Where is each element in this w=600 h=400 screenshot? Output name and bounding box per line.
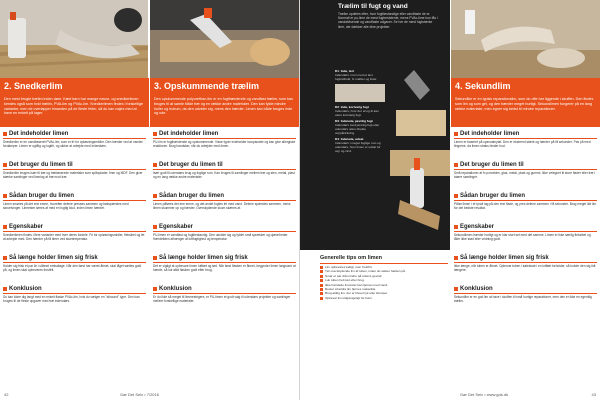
bullet-square-icon (3, 225, 7, 229)
divider (454, 200, 597, 201)
divider (153, 293, 296, 294)
section-title (3, 131, 146, 137)
tip-text: Smør et par drå mindre på tubens gevind. (325, 273, 383, 278)
divider (153, 200, 296, 201)
divider (3, 169, 146, 170)
divider (3, 200, 146, 201)
heading-sekundlim: 4. Sekundlim (451, 78, 600, 95)
moisture-text: Indendørs med jævnlig fugt eller udendørs uden direkte vejrpåvirkning. (335, 123, 380, 135)
sections-opskummende-traelim (150, 127, 299, 314)
moisture-class-item: D4: Inde/ude, udsat Indendørs i meget fugtige rum og udendørs, hvor limen er udsat for vejr og vind. (335, 137, 381, 153)
bullet-square-icon (454, 194, 458, 198)
divider (454, 262, 597, 263)
tip-text: Rester af ældre lim fjernes mekanisk. (325, 287, 377, 292)
section-title (153, 286, 296, 292)
bullet-square-icon (3, 287, 7, 291)
bullet-square-icon (454, 225, 458, 229)
dark-box-items (332, 68, 388, 154)
section-body: Snedkerlimen findes i flere varianter med hver deres fordele. Fri for opløsningsmidler, fleksibel og let at arbejde med. Den hærder på få timer ved stuetemperatur. (3, 233, 145, 242)
divider (454, 293, 597, 294)
heading-opskummende-traelim: 3. Opskummende trælim (150, 78, 299, 95)
bullet-icon (320, 288, 323, 291)
column-sekundlim (451, 78, 600, 388)
glue-bottle-photo (390, 40, 450, 250)
tip-text: Tør overskydende lim af tuben, inden du sætter hætten på. (325, 269, 406, 274)
bullet-square-icon (153, 163, 157, 167)
section-body: Påfør limen i et tyndt lag på den ene flade, og pres delene sammen i få sekunder. Brug meget lidt lim for det bedste resultat. (454, 202, 597, 211)
section-title (454, 224, 597, 230)
footer-right: Gør Det Selv • www.gds.dk (460, 392, 509, 397)
wood-sample-image (335, 84, 385, 102)
photo-foam-glue (150, 0, 299, 78)
dark-box-title: Trælim til fugt og vand (338, 3, 408, 10)
section-body: Sekundlimen hærder hurtigt og er klar stort set med det samme. Limen er ikke særlig fleksibel og tåler ikke stød eller vridning godt. (454, 233, 591, 242)
section-title-text: Det indeholder limen (159, 131, 219, 137)
photo-foam-glue-image (150, 0, 299, 78)
section-body: Limen smøres på det ene emne, hvorefter delene presses sammen og fastspændes med skruetvinger. Limrester tørres af med en fugtig klud, inden limen hærder. (3, 202, 129, 211)
moisture-code: D2 (335, 105, 339, 109)
photo-superglue (451, 0, 600, 78)
footer-left: Gør Det Selv • 7/2016 (120, 392, 159, 397)
intro-opskummende-traelim: Den opskummende polyurethan-lim er en fugthærdende og vandfast trælim, som kan bruges til at samle både træ og en række andre materialer. Den kan fylde mindre huller og hulrum, da den udvider sig, mens den hærder. Limen kan både bruges inde og ude. (150, 95, 299, 127)
section-body: Holder sig frisk et par år i uåbnet emballage. Når den først har været åbnet, skal låget sættes godt på, og limen skal opbevares frostfrit. (3, 264, 142, 273)
section-title (153, 224, 296, 230)
section-body: Det er vigtigt at opbevare limen lufttæt og tørt. Når først flasken er åbnet, begynder limen langsomt at hærde, så luk altid flasken godt efter brug. (153, 264, 296, 273)
divider (153, 262, 296, 263)
tip-item (320, 296, 448, 300)
bullet-square-icon (454, 256, 458, 260)
heading-snedkerlim: 2. Snedkerlim (0, 78, 149, 95)
section-title-text: Det bruger du limen til (159, 162, 223, 168)
section-title (153, 193, 296, 199)
bullet-icon (320, 284, 323, 287)
divider (153, 169, 296, 170)
section-body: PU-limen er vandfast og fugtbestandig. Den udvider sig og fylder små sprækker og ujævnheder. Hærdetiden afhænger af luftfugtighed og temperatur. (153, 233, 289, 242)
moisture-class-item: D2: Inde, kortvarig fugt Indendørs, hvor der af og til kan være kortvarig fugt. (335, 105, 379, 117)
section-title-text: Det indeholder limen (9, 131, 69, 137)
section-title-text: Konklusion (159, 286, 192, 292)
photo-glue-floor-image (0, 0, 148, 78)
moisture-label: Inde, kortvarig fugt (340, 105, 369, 109)
page-number-left: 42 (4, 392, 9, 397)
section-title-text: Egenskaber (159, 224, 194, 230)
section-body: Limen er baseret på cyanoakrylat. Den er ekstremt stærk og hærder på få sekunder. Pas på med fingrene, da limen straks binder hud. (454, 140, 591, 149)
bullet-square-icon (454, 287, 458, 291)
moisture-class-item: D3: Inde/ude, jævnlig fugt Indendørs med jævnlig fugt eller udendørs uden direkte vejrpåvirkning. (335, 119, 380, 135)
bullet-icon (320, 266, 323, 269)
divider (153, 138, 296, 139)
tip-text: Opbevar lim utilgængeligt for børn. (325, 295, 373, 300)
photo-glue-floor (0, 0, 148, 78)
moisture-text: Indendørs i meget fugtige rum og udendørs, hvor limen er udsat for vejr og vind. (335, 141, 381, 153)
divider (454, 169, 597, 170)
dark-box (300, 0, 450, 250)
general-tips-title: Generelle tips om limen (320, 255, 383, 261)
bullet-square-icon (153, 256, 157, 260)
moisture-label: Inde/ude, udsat (340, 137, 364, 141)
section-body: Du kan klare dig langt med en enkelt flaske PVAc-lim, hvis du vælger en "allround" type. Den kan bruges til de fleste opgaver med træ indendørs. (3, 295, 140, 304)
section-title-text: Sådan bruger du limen (460, 193, 526, 199)
bullet-icon (320, 292, 323, 295)
bullet-square-icon (454, 163, 458, 167)
bullet-square-icon (153, 225, 157, 229)
tip-text: Brug aldrig lim, der er blevet tyk eller klumpet. (325, 291, 388, 296)
column-opskummende-traelim (150, 78, 299, 388)
section-title (454, 162, 597, 168)
divider (3, 293, 146, 294)
section-title (153, 162, 296, 168)
section-title-text: Det indeholder limen (460, 131, 520, 137)
section-title-text: Det bruger du limen til (460, 162, 524, 168)
section-title-text: Sådan bruger du limen (9, 193, 75, 199)
bullet-icon (320, 297, 323, 300)
section-body: Især godt til udendørs brug og fugtige rum. Kan bruges til samlinger mellem træ og sten, metal, plast og en lang række andre materialer. (153, 171, 295, 180)
section-body: Snedkerlim er en vandbaseret PVAc-lim, som er fri for opløsningsmidler. Den hærder ved at vandet fordamper. Limen er ugiftig og lugtfri, og sikker at arbejde med indendørs. (3, 140, 143, 149)
section-title (153, 255, 296, 261)
moisture-code: D3 (335, 119, 339, 123)
section-title-text: Sådan bruger du limen (159, 193, 225, 199)
section-title (153, 131, 296, 137)
section-body: Små reparationer af fx porcelæn, glas, metal, plast og gummi. Ikke velegnet til store flader eller træ i større samlinger. (454, 171, 596, 180)
tip-text: Lim opbevares køligt, men frostfrit. (325, 265, 373, 269)
divider (153, 231, 296, 232)
section-title (3, 224, 146, 230)
section-title (454, 255, 597, 261)
divider (454, 138, 597, 139)
section-title (3, 286, 146, 292)
moisture-text: Indendørs, hvor der af og til kan være kortvarig fugt. (335, 109, 379, 117)
moisture-code: D1 (335, 69, 339, 73)
section-title-text: Konklusion (460, 286, 493, 292)
divider (320, 263, 448, 264)
moisture-text: Indendørs i rum med et lavt fugtindhold, fx møbler og lister. (335, 73, 378, 81)
section-title-text: Det bruger du limen til (9, 162, 73, 168)
section-body: Er du ikke så meget til limmestrigere, er PU-limen et godt valg til udendørs projekter og samlinger mellem forskellige materialer. (153, 295, 291, 304)
section-title-text: Konklusion (9, 286, 42, 292)
moisture-label: Inde, tørt (340, 69, 354, 73)
section-title-text: Egenskaber (9, 224, 44, 230)
bullet-icon (320, 275, 323, 278)
tip-text: Luk tuben helt tæt efter brug. (325, 278, 365, 283)
section-body: Snedkerlim bruges især til træ og træbaserede materialer som spånplader, finer og MDF. Den giver stærke samlinger ved limning af træ mod træ. (3, 171, 143, 180)
moisture-label: Inde/ude, jævnlig fugt (340, 119, 373, 123)
photo-superglue-image (451, 0, 600, 78)
section-title (454, 193, 597, 199)
section-title-text: Så længe holder limen sig frisk (159, 255, 248, 261)
divider (3, 262, 146, 263)
section-body: PU-lim er fugthærdende og opskummende. Visse typer indeholder isocyanater og kan give allergiske reaktioner. Brug handsker, når du arbejder med limen. (153, 140, 296, 149)
bullet-square-icon (454, 132, 458, 136)
section-title (3, 162, 146, 168)
tip-text: Ikke hærdede limrester kan fjernes med vand. (325, 282, 388, 287)
moisture-class-item: D1: Inde, tørt Indendørs i rum med et lavt fugtindhold, fx møbler og lister. (335, 69, 378, 81)
bullet-icon (320, 279, 323, 282)
column-snedkerlim (0, 78, 149, 388)
section-body: Ikke længe, når tuben er åbnet. Opbevar tuben i køleskab i en lufttæt beholder, så holder den sig lidt længere. (454, 264, 596, 273)
bullet-square-icon (3, 163, 7, 167)
bullet-square-icon (153, 132, 157, 136)
divider (3, 138, 146, 139)
bullet-square-icon (3, 194, 7, 198)
sections-sekundlim (451, 127, 600, 314)
intro-sekundlim: Sekundlim er en typisk reparationslim, som du ofte har liggende i skuffen. Den findes som lim og som gel, og den hærder meget hurtigt. Sekundlimen fungerer på en lang række materialer, men egner sig bedst til mindre reparationer. (451, 95, 600, 127)
right-page (300, 0, 600, 400)
dark-box-intro: Trælim opdeles efter, hvor fugtbestandige eller vandfaste de er. Normalt er pu-lime de mest fugtresistente, mens PVAc-lime kun fås i vandafvisende og vandfaste udgaver. Se her de mest fugtstærke lime, der dækker alle dine projekter. (338, 12, 438, 29)
bullet-square-icon (153, 287, 157, 291)
section-title-text: Så længe holder limen sig frisk (460, 255, 549, 261)
section-body: Sekundlim er en god lim at have i skuffen til små hurtige reparationer, men den er ikke en egentlig trælim. (454, 295, 592, 304)
moisture-code: D4 (335, 137, 339, 141)
bullet-square-icon (153, 194, 157, 198)
section-title (454, 286, 597, 292)
section-body: Limen påføres det ene emne, og det andet fugtes let med vand. Delene spændes sammen, mens limen skummer op og hærder. Overskydende skum skæres af. (153, 202, 291, 211)
divider (454, 231, 597, 232)
section-title-text: Så længe holder limen sig frisk (9, 255, 98, 261)
sections-snedkerlim (0, 127, 149, 314)
section-title-text: Egenskaber (460, 224, 495, 230)
section-title (454, 131, 597, 137)
general-tips (320, 255, 448, 390)
bullet-icon (320, 270, 323, 273)
section-title (3, 255, 146, 261)
page-number-right: 43 (591, 392, 596, 397)
intro-snedkerlim: Den mest brugte trælim inden døre. Kært barn har mange navne, og snedkerlimen kendes også som hvid trælim, PVA-lim og PVAc-lim. Snedkerlimen findes i forskellige varianter, men de overlapper hinanden på de fleste felter, så du kan nøjes med at have en enkelt på lager. (0, 95, 149, 127)
divider (3, 231, 146, 232)
bullet-square-icon (3, 256, 7, 260)
section-title (3, 193, 146, 199)
bullet-square-icon (3, 132, 7, 136)
